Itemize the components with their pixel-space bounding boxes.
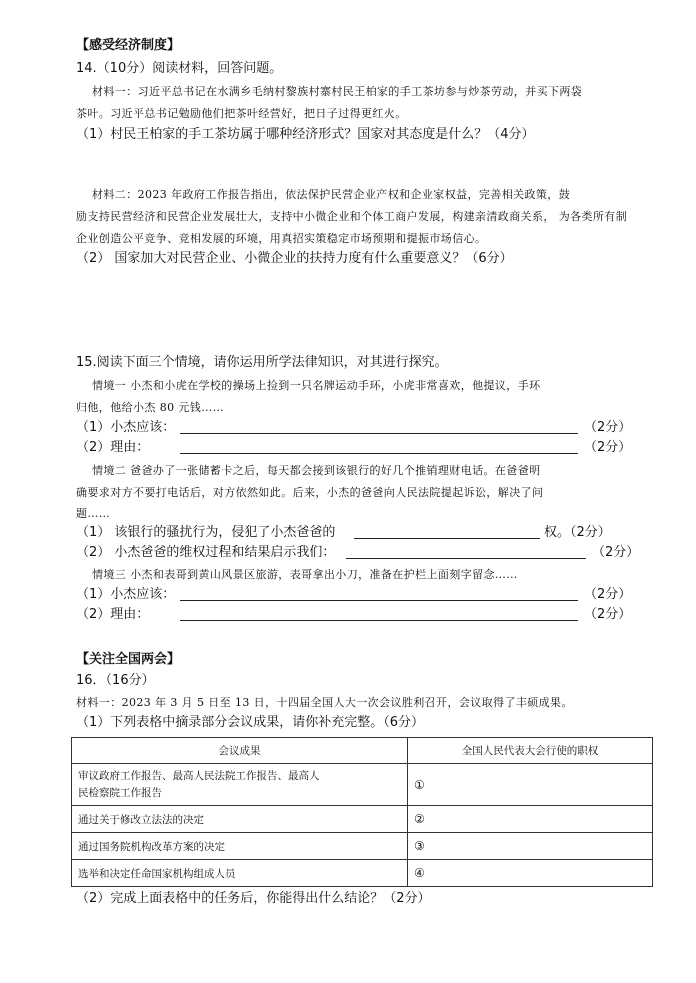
table-row bbox=[72, 806, 653, 833]
q15-s1-q2-answer-line[interactable] bbox=[180, 453, 578, 454]
table-cell-result-line2: 民检察院工作报告 bbox=[78, 786, 162, 799]
table-cell-answer-3[interactable]: ③ bbox=[408, 833, 653, 860]
q15-s1-q2-label: （2）理由： bbox=[76, 440, 150, 455]
q15-s3-q1-label: （1）小杰应该： bbox=[76, 587, 176, 602]
q14-material1-line1: 材料一：习近平总书记在水满乡毛纳村黎族村寨村民王柏家的手工茶坊参与炒茶劳动，并买下两袋 bbox=[92, 85, 583, 98]
q15-s3-q1-points: （2分） bbox=[584, 587, 632, 602]
q16-subquestion2: （2）完成上面表格中的任务后，你能得出什么结论？（2分） bbox=[76, 891, 431, 906]
q15-s2-q1-answer-line[interactable] bbox=[354, 538, 540, 539]
table-cell-answer-1[interactable]: ① bbox=[408, 764, 653, 806]
q15-scenario1-line1: 情境一 小杰和小虎在学校的操场上捡到一只名牌运动手环，小虎非常喜欢，他提议，手环 bbox=[92, 379, 541, 392]
q15-heading: 15.阅读下面三个情境，请你运用所学法律知识，对其进行探究。 bbox=[76, 355, 448, 370]
q15-s3-q2-label: （2）理由： bbox=[76, 607, 150, 622]
q15-scenario2-line1: 情境二 爸爸办了一张储蓄卡之后，每天都会接到该银行的好几个推销理财电话。在爸爸明 bbox=[92, 464, 541, 477]
q15-scenario2-line2: 确要求对方不要打电话后，对方依然如此。后来，小杰的爸爸向人民法院提起诉讼，解决了问 bbox=[76, 486, 544, 499]
table-header-powers: 全国人民代表大会行使的职权 bbox=[408, 738, 653, 764]
table-row bbox=[72, 764, 653, 806]
q15-s3-q1-answer-line[interactable] bbox=[180, 600, 578, 601]
table-row bbox=[72, 860, 653, 887]
q16-subquestion1: （1）下列表格中摘录部分会议成果，请你补充完整。（6分） bbox=[76, 715, 425, 730]
table-row bbox=[72, 833, 653, 860]
meeting-results-table bbox=[71, 737, 653, 887]
table-header-row bbox=[72, 738, 653, 764]
q15-s3-q2-points: （2分） bbox=[584, 607, 632, 622]
section-title-two-sessions: 【关注全国两会】 bbox=[76, 652, 181, 667]
q15-s1-q1-answer-line[interactable] bbox=[180, 433, 578, 434]
q16-heading: 16．（16分） bbox=[76, 673, 155, 688]
q14-material1-line2: 茶叶。习近平总书记勉励他们把茶叶经营好，把日子过得更红火。 bbox=[76, 107, 407, 120]
q15-scenario2-line3: 题…… bbox=[76, 507, 111, 520]
q16-material1: 材料一：2023 年 3 月 5 日至 13 日，十四届全国人大一次会议胜利召开，会议取得了丰硕成果。 bbox=[76, 696, 573, 709]
table-cell-answer-2[interactable]: ② bbox=[408, 806, 653, 833]
q15-scenario1-line2: 归他，他给小杰 80 元钱…… bbox=[76, 401, 224, 414]
q14-material2-line2: 励支持民营经济和民营企业发展壮大，支持中小微企业和个体工商户发展，构建亲清政商关系， 为各类所有制 bbox=[76, 210, 628, 223]
q15-s2-q2-answer-line[interactable] bbox=[346, 558, 586, 559]
q15-scenario3: 情境三 小杰和表哥到黄山风景区旅游，表哥拿出小刀，准备在护栏上面刻字留念…… bbox=[92, 568, 518, 581]
q15-s1-q1-points: （2分） bbox=[584, 420, 632, 435]
section-title-economy: 【感受经济制度】 bbox=[76, 38, 181, 53]
q15-s2-q1-label: （1） 该银行的骚扰行为，侵犯了小杰爸爸的 bbox=[76, 525, 336, 540]
q15-s1-q1-label: （1）小杰应该： bbox=[76, 420, 176, 435]
table-cell-result bbox=[72, 764, 408, 806]
table-cell-result-line1: 审议政府工作报告、最高人民法院工作报告、最高人 bbox=[78, 769, 320, 782]
q14-subquestion2: （2） 国家加大对民营企业、小微企业的扶持力度有什么重要意义？（6分） bbox=[76, 251, 513, 266]
table-header-results: 会议成果 bbox=[72, 738, 408, 764]
q14-material2-line1: 材料二：2023 年政府工作报告指出，依法保护民营企业产权和企业家权益，完善相关政策，鼓 bbox=[92, 188, 571, 201]
q14-heading: 14.（10分）阅读材料，回答问题。 bbox=[76, 61, 283, 76]
table-cell-result: 选举和决定任命国家机构组成人员 bbox=[72, 860, 408, 887]
table-cell-answer-4[interactable]: ④ bbox=[408, 860, 653, 887]
table-cell-result: 通过国务院机构改革方案的决定 bbox=[72, 833, 408, 860]
q15-s2-q2-label: （2） 小杰爸爸的维权过程和结果启示我们： bbox=[76, 545, 336, 560]
q15-s2-q2-points: （2分） bbox=[592, 545, 640, 560]
q14-subquestion1: （1）村民王柏家的手工茶坊属于哪种经济形式？国家对其态度是什么？（4分） bbox=[76, 127, 535, 142]
q15-s2-q1-end: 权。（2分） bbox=[544, 525, 611, 540]
table-cell-result: 通过关于修改立法法的决定 bbox=[72, 806, 408, 833]
q15-s3-q2-answer-line[interactable] bbox=[180, 620, 578, 621]
q14-material2-line3: 企业创造公平竞争、竞相发展的环境，用真招实策稳定市场预期和提振市场信心。 bbox=[76, 232, 487, 245]
q15-s1-q2-points: （2分） bbox=[584, 440, 632, 455]
